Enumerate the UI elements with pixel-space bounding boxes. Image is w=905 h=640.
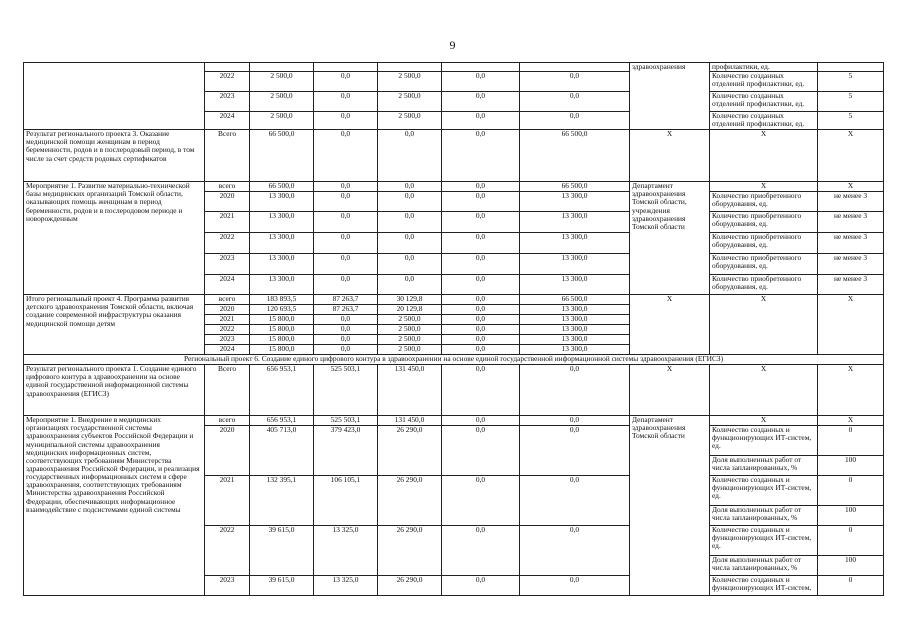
table-cell: Доля выполненных работ от числа запланированных, %: [710, 506, 818, 526]
table-cell: Количество созданных отделений профилактики, ед.: [710, 92, 818, 112]
table-cell: 0,0: [314, 254, 378, 275]
table-cell: Количество созданных отделений профилактики, ед.: [710, 72, 818, 92]
table-cell: 0,0: [442, 275, 520, 295]
table-cell: [378, 63, 442, 72]
table-cell: 26 290,0: [378, 576, 442, 596]
table-cell: 0,0: [442, 365, 520, 416]
table-cell: 0,0: [442, 233, 520, 254]
table-cell: 2 500,0: [378, 72, 442, 92]
table-cell: 13 300,0: [520, 335, 630, 345]
table-cell: 0: [818, 426, 884, 456]
table-cell: 15 800,0: [250, 335, 314, 345]
table-row: [24, 63, 884, 72]
table-cell: 100: [818, 456, 884, 476]
table-cell: 2024: [205, 275, 250, 295]
table-row: [24, 295, 884, 305]
table-cell: профилактики, ед.: [710, 63, 818, 72]
table-cell: 2023: [205, 254, 250, 275]
table-cell: 0,0: [314, 325, 378, 335]
table-cell: 2 500,0: [250, 92, 314, 112]
table-cell: 0,0: [442, 416, 520, 426]
table-cell: Х: [710, 416, 818, 426]
table-cell: 13 300,0: [520, 192, 630, 212]
table-cell: 0,0: [442, 192, 520, 212]
table-cell: [24, 63, 205, 130]
table-cell: 66 500,0: [250, 130, 314, 182]
table-cell: 405 713,0: [250, 426, 314, 476]
table-cell: Х: [630, 365, 710, 416]
table-cell: 30 129,8: [378, 295, 442, 305]
table-cell: 2 500,0: [378, 325, 442, 335]
table-cell: 0,0: [442, 130, 520, 182]
table-cell: не менее 3: [818, 254, 884, 275]
table-cell: 87 263,7: [314, 305, 378, 315]
table-cell: всего: [205, 416, 250, 426]
table-cell: 183 893,5: [250, 295, 314, 305]
section-title: Региональный проект 6. Создание единого цифрового контура в здравоохранении на основе единой государственной информационной системы здравоохранения (ЕГИСЗ): [24, 355, 884, 365]
table-cell: 656 953,1: [250, 365, 314, 416]
table-cell: 0,0: [314, 275, 378, 295]
table-cell: 131 450,0: [378, 365, 442, 416]
table-cell: 100: [818, 556, 884, 576]
table-cell: Итого региональный проект 4. Программа развития детского здравоохранения Томской области, включая создание современной инфраструктуры оказания медицинской помощи детям: [24, 295, 205, 355]
table-cell: [205, 63, 250, 72]
table-cell: не менее 3: [818, 233, 884, 254]
table-cell: 87 263,7: [314, 295, 378, 305]
table-cell: 106 105,1: [314, 476, 378, 526]
table-cell: [818, 63, 884, 72]
table-cell: 2 500,0: [378, 315, 442, 325]
table-cell: 656 953,1: [250, 416, 314, 426]
table-cell: 0,0: [442, 182, 520, 192]
table-cell: 0,0: [378, 254, 442, 275]
table-cell: 2023: [205, 92, 250, 112]
table-cell: 66 500,0: [250, 182, 314, 192]
table-cell: 2022: [205, 233, 250, 254]
table-cell: 0,0: [442, 335, 520, 345]
table-cell: Доля выполненных работ от числа запланированных, %: [710, 456, 818, 476]
table-cell: 2022: [205, 72, 250, 92]
table-cell: 2021: [205, 476, 250, 526]
table-cell: Мероприятие 1. Внедрение в медицинских организациях государственной системы здравоохранения субъектов Российской Федерации и муниципальной системы здравоохранения медицинских информационных систем, соответствующих требованиям Министерства здравоохранения Российской Федерации, и реализация государственных информационных систем в сфере здравоохранения, соответствующих требованиям Министерства здравоохранения Российской Федерации, обеспечивающих информационное взаимодействие с подсистемами единой системы: [24, 416, 205, 596]
table-cell: 379 423,0: [314, 426, 378, 476]
table-cell: 15 800,0: [250, 325, 314, 335]
table-cell: 0,0: [442, 476, 520, 526]
table-cell: 13 300,0: [520, 315, 630, 325]
table-cell: 39 615,0: [250, 526, 314, 576]
table-cell: 0,0: [520, 426, 630, 476]
table-cell: 131 450,0: [378, 416, 442, 426]
table-cell: 0,0: [442, 295, 520, 305]
table-cell: 2 500,0: [378, 345, 442, 355]
table-cell: не менее 3: [818, 212, 884, 233]
table-cell: Всего: [205, 130, 250, 182]
table-cell: 0,0: [378, 130, 442, 182]
table-cell: 0,0: [520, 72, 630, 92]
table-cell: Всего: [205, 365, 250, 416]
table-cell: Х: [818, 416, 884, 426]
table-cell: 2024: [205, 345, 250, 355]
table-cell: [250, 63, 314, 72]
table-cell: не менее 3: [818, 275, 884, 295]
table-cell: Х: [818, 295, 884, 355]
table-cell: 0,0: [314, 72, 378, 92]
table-cell: Х: [710, 182, 818, 192]
table-cell: 0: [818, 526, 884, 556]
table-cell: 0,0: [314, 130, 378, 182]
table-cell: 26 290,0: [378, 526, 442, 576]
table-cell: 0,0: [520, 112, 630, 130]
table-cell: Количество приобретенного оборудования, ед.: [710, 275, 818, 295]
table-cell: 20 129,8: [378, 305, 442, 315]
table-cell: 0,0: [442, 345, 520, 355]
table-cell: Количество созданных отделений профилактики, ед.: [710, 112, 818, 130]
table-cell: 0,0: [378, 192, 442, 212]
table-cell: 0,0: [314, 345, 378, 355]
table-cell: 0,0: [442, 325, 520, 335]
table-cell: 0,0: [314, 92, 378, 112]
table-cell: не менее 3: [818, 192, 884, 212]
table-cell: 0: [818, 476, 884, 506]
table-cell: 525 503,1: [314, 416, 378, 426]
table-cell: 525 503,1: [314, 365, 378, 416]
table-cell: 0,0: [442, 92, 520, 112]
table-cell: 2 500,0: [250, 112, 314, 130]
table-cell: 0,0: [442, 526, 520, 576]
table-cell: 0,0: [520, 476, 630, 526]
table-cell: Результат регионального проекта 1. Создание единого цифрового контура в здравоохранении на основе единой государственной информационной системы здравоохранения (ЕГИСЗ): [24, 365, 205, 416]
table-cell: 2024: [205, 112, 250, 130]
table-cell: Департамент здравоохранения Томской области: [630, 416, 710, 596]
table-cell: 2023: [205, 335, 250, 345]
table-cell: 13 300,0: [520, 212, 630, 233]
table-cell: здравоохранения: [630, 63, 710, 130]
table-cell: 5: [818, 112, 884, 130]
table-cell: Количество приобретенного оборудования, ед.: [710, 233, 818, 254]
table-cell: 0,0: [314, 212, 378, 233]
table-cell: 0: [818, 576, 884, 596]
table-cell: 0,0: [314, 192, 378, 212]
table-cell: Департамент здравоохранения Томской области, учреждения здравоохранения Томской области: [630, 182, 710, 295]
table-cell: 0,0: [378, 212, 442, 233]
table-cell: 0,0: [520, 365, 630, 416]
table-cell: 0,0: [314, 335, 378, 345]
table-cell: 0,0: [314, 315, 378, 325]
table-cell: Количество созданных и функционирующих ИТ-систем, ед.: [710, 426, 818, 456]
table-cell: 66 500,0: [520, 182, 630, 192]
table-cell: 132 395,1: [250, 476, 314, 526]
table-cell: 26 290,0: [378, 476, 442, 526]
table-cell: 0,0: [378, 233, 442, 254]
table-cell: Х: [818, 130, 884, 182]
table-cell: 39 615,0: [250, 576, 314, 596]
table-cell: всего: [205, 182, 250, 192]
section-row: [24, 355, 884, 365]
table-row: [24, 130, 884, 182]
table-cell: Количество приобретенного оборудования, ед.: [710, 212, 818, 233]
table-cell: 0,0: [442, 576, 520, 596]
table-cell: 13 300,0: [520, 233, 630, 254]
table-cell: Х: [710, 130, 818, 182]
table-cell: 0,0: [314, 233, 378, 254]
table-cell: Количество созданных и функционирующих ИТ-систем,: [710, 576, 818, 596]
table-cell: 0,0: [378, 182, 442, 192]
table-cell: 13 300,0: [520, 305, 630, 315]
table-cell: 0,0: [314, 182, 378, 192]
table-cell: 13 300,0: [520, 254, 630, 275]
table-cell: всего: [205, 295, 250, 305]
table-cell: 13 300,0: [250, 192, 314, 212]
table-row: [24, 182, 884, 192]
table-cell: 66 500,0: [520, 130, 630, 182]
table-cell: Количество приобретенного оборудования, ед.: [710, 254, 818, 275]
table-cell: 2020: [205, 192, 250, 212]
page-number: 9: [449, 38, 456, 52]
table-cell: 2023: [205, 576, 250, 596]
table-cell: 0,0: [442, 254, 520, 275]
table-cell: 2 500,0: [378, 92, 442, 112]
table-cell: [314, 63, 378, 72]
table-cell: 13 325,0: [314, 576, 378, 596]
table-cell: 13 300,0: [520, 345, 630, 355]
table-cell: 2 500,0: [378, 335, 442, 345]
table-cell: 2022: [205, 526, 250, 576]
table-cell: [520, 63, 630, 72]
table-cell: Количество созданных и функционирующих ИТ-систем, ед.: [710, 526, 818, 556]
table-cell: 0,0: [442, 315, 520, 325]
table-cell: Доля выполненных работ от числа запланированных, %: [710, 556, 818, 576]
table-cell: 100: [818, 506, 884, 526]
table-cell: 5: [818, 92, 884, 112]
table-cell: 2022: [205, 325, 250, 335]
table-cell: 120 693,5: [250, 305, 314, 315]
table-row: [24, 416, 884, 426]
table-cell: Х: [710, 295, 818, 355]
table-cell: Х: [818, 182, 884, 192]
table-cell: 0,0: [314, 112, 378, 130]
table-cell: 0,0: [442, 426, 520, 476]
table-cell: 2021: [205, 315, 250, 325]
table-cell: 15 800,0: [250, 315, 314, 325]
table-cell: Х: [818, 365, 884, 416]
table-cell: 0,0: [520, 576, 630, 596]
table-cell: 0,0: [520, 416, 630, 426]
table-cell: 2020: [205, 305, 250, 315]
table-cell: 2 500,0: [378, 112, 442, 130]
table-cell: 26 290,0: [378, 426, 442, 476]
table-cell: 13 300,0: [250, 233, 314, 254]
table-cell: 5: [818, 72, 884, 92]
table-cell: Количество созданных и функционирующих ИТ-систем, ед.: [710, 476, 818, 506]
table-cell: Мероприятие 1. Развитие материально-технической базы медицинских организаций Томской области, оказывающих помощь женщинам в период беременности, родов и в послеродовом периоде и новорожденным: [24, 182, 205, 295]
table-cell: Количество приобретенного оборудования, ед.: [710, 192, 818, 212]
table-cell: 0,0: [442, 72, 520, 92]
table-cell: 0,0: [442, 305, 520, 315]
table-cell: 13 300,0: [520, 325, 630, 335]
table-cell: 2021: [205, 212, 250, 233]
table-cell: [442, 63, 520, 72]
table-cell: 2020: [205, 426, 250, 476]
table-cell: 0,0: [520, 526, 630, 576]
table-cell: 13 325,0: [314, 526, 378, 576]
table-cell: 0,0: [442, 212, 520, 233]
table-cell: 15 800,0: [250, 345, 314, 355]
table-cell: 13 300,0: [250, 212, 314, 233]
table-cell: 13 300,0: [250, 275, 314, 295]
table-cell: Х: [630, 295, 710, 355]
table-row: [24, 365, 884, 416]
table-cell: Х: [630, 130, 710, 182]
budget-table: [23, 62, 884, 596]
table-cell: 0,0: [442, 112, 520, 130]
table-cell: 0,0: [520, 92, 630, 112]
table-cell: 0,0: [378, 275, 442, 295]
table-cell: 2 500,0: [250, 72, 314, 92]
table-cell: 66 500,0: [520, 295, 630, 305]
table-cell: 13 300,0: [250, 254, 314, 275]
table-cell: Результат регионального проекта 3. Оказание медицинской помощи женщинам в период беременности, родов и в послеродовый период, в том числе за счет средств родовых сертификатов: [24, 130, 205, 182]
table-cell: 13 300,0: [520, 275, 630, 295]
table-cell: Х: [710, 365, 818, 416]
